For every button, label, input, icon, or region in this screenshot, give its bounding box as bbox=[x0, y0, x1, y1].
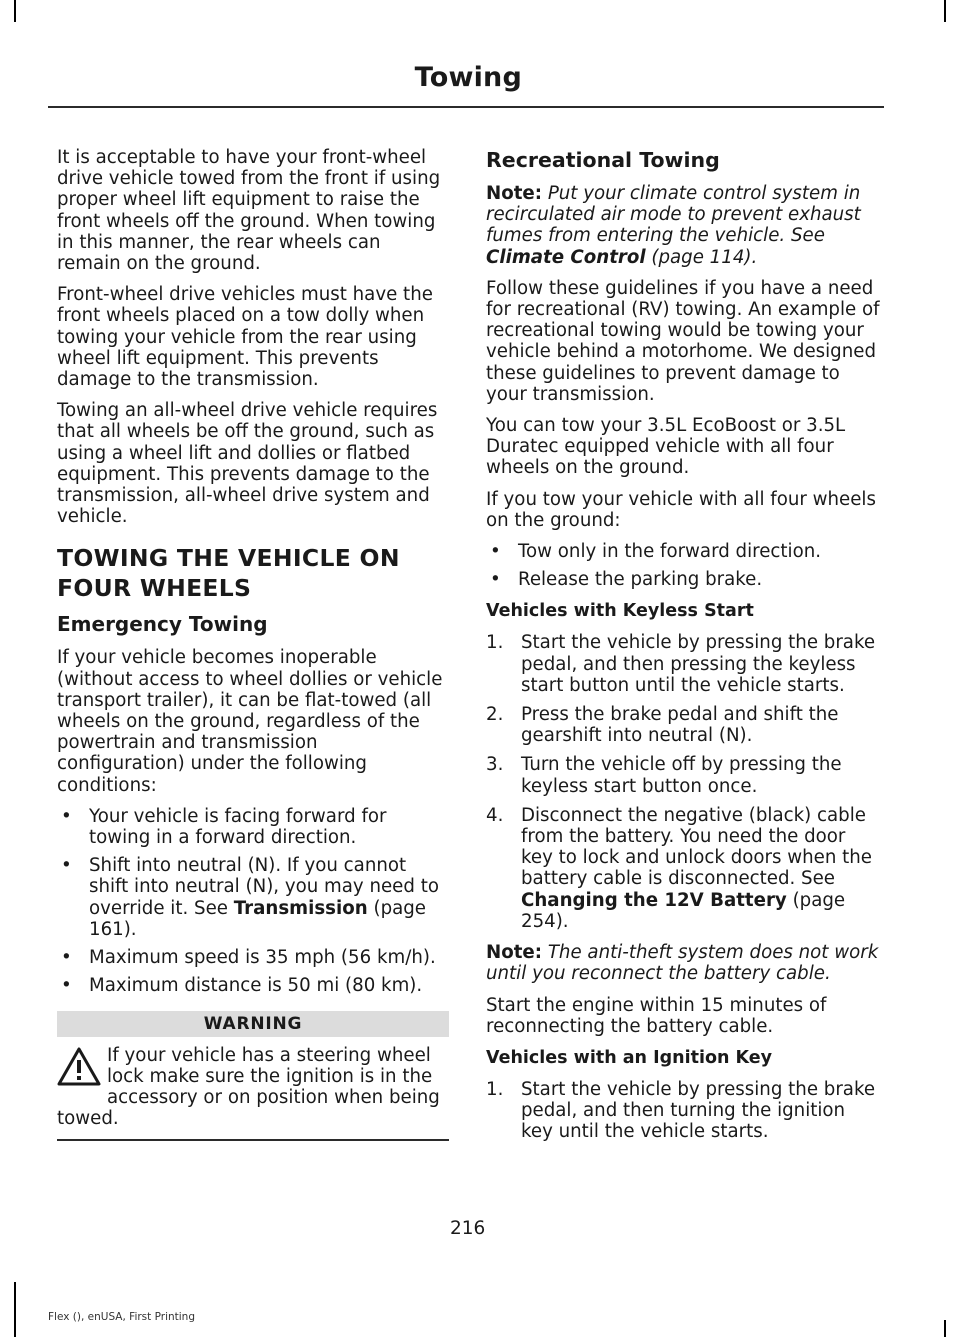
bullet-mark: • bbox=[61, 975, 72, 997]
step-text: Start the vehicle by pressing the brake pedal, and then turning the ignition key until the vehicle starts. bbox=[521, 1078, 876, 1143]
list-item bbox=[57, 806, 449, 848]
step-number: 2. bbox=[486, 704, 504, 726]
minor-heading: Vehicles with Keyless Start bbox=[486, 601, 754, 622]
ignition-steps bbox=[486, 1079, 882, 1143]
conditions-list bbox=[57, 806, 449, 997]
subsection-heading: Recreational Towing bbox=[486, 148, 720, 172]
step-item bbox=[486, 704, 882, 746]
minor-heading: Vehicles with an Ignition Key bbox=[486, 1047, 773, 1068]
list-item-text: Your vehicle is facing forward for towing in a forward direction. bbox=[89, 805, 387, 849]
warning-triangle-icon bbox=[57, 1047, 101, 1087]
step-number: 1. bbox=[486, 1078, 504, 1100]
crop-mark bbox=[14, 1282, 16, 1337]
paragraph: It is acceptable to have your front-wheel drive vehicle towed from the front if using proper wheel lift equipment to raise the front wheels off the ground. When towing in this manner, the rear wheels can remain on the ground. bbox=[57, 147, 441, 275]
list-item bbox=[486, 541, 882, 562]
bullet-mark: • bbox=[61, 805, 72, 827]
page-reference: (page 254). bbox=[521, 889, 846, 932]
list-item bbox=[57, 855, 449, 940]
note-label: Note: bbox=[486, 183, 543, 204]
crop-mark bbox=[14, 0, 16, 22]
cross-reference-link[interactable]: Transmission bbox=[233, 897, 368, 919]
step-text: Press the brake pedal and shift the gearshift into neutral (N). bbox=[521, 704, 839, 747]
list-item bbox=[57, 975, 449, 996]
step-text: Disconnect the negative (black) cable from the battery. You need the door key to lock and unlock doors when the battery cable is disconnected. See bbox=[521, 804, 872, 890]
cross-reference-link[interactable]: Climate Control bbox=[486, 246, 646, 268]
bullet-mark: • bbox=[61, 855, 72, 877]
subsection-heading: Emergency Towing bbox=[57, 612, 268, 637]
rv-towing-list bbox=[486, 541, 882, 590]
bullet-mark: • bbox=[490, 541, 501, 563]
list-item bbox=[486, 569, 882, 590]
footer-text: Flex (), enUSA, First Printing bbox=[48, 1311, 195, 1323]
warning-header: WARNING bbox=[57, 1011, 449, 1037]
warning-divider bbox=[57, 1139, 449, 1141]
section-heading-line-2: FOUR WHEELS bbox=[57, 574, 252, 603]
crop-mark bbox=[944, 1320, 946, 1337]
step-item bbox=[486, 805, 882, 932]
paragraph: You can tow your 3.5L EcoBoost or 3.5L Duratec equipped vehicle with all four wheels on the ground. bbox=[486, 415, 846, 479]
bullet-mark: • bbox=[61, 947, 72, 969]
list-item bbox=[57, 947, 449, 968]
paragraph: Start the engine within 15 minutes of reconnecting the battery cable. bbox=[486, 994, 827, 1037]
section-heading-line-1: TOWING THE VEHICLE ON bbox=[57, 544, 400, 573]
paragraph: If you tow your vehicle with all four wheels on the ground: bbox=[486, 488, 876, 531]
note-text: Put your climate control system in recirculated air mode to prevent exhaust fumes from entering the vehicle. See bbox=[486, 183, 861, 247]
note-label: Note: bbox=[486, 942, 543, 964]
note bbox=[486, 183, 882, 268]
page-reference: (page 114). bbox=[645, 246, 758, 268]
paragraph: If your vehicle becomes inoperable (without access to wheel dollies or vehicle transport trailer), it can be flat-towed (all wheels on the ground, regardless of the powertrain and transmission configuration) under the following conditions: bbox=[57, 647, 443, 796]
crop-mark bbox=[944, 0, 946, 22]
cross-reference-link[interactable]: Changing the 12V Battery bbox=[521, 889, 787, 911]
step-text: Turn the vehicle off by pressing the keyless start button once. bbox=[521, 754, 842, 797]
paragraph: Follow these guidelines if you have a need for recreational (RV) towing. An example of recreational towing would be towing your vehicle behind a motorhome. We designed these guidelines to prevent damage to your transmission. bbox=[486, 277, 880, 405]
step-item bbox=[486, 1079, 882, 1143]
paragraph: Front-wheel drive vehicles must have the front wheels placed on a tow dolly when towing your vehicle from the rear using wheel lift equipment. This prevents damage to the transmission. bbox=[57, 284, 433, 391]
warning-text: If your vehicle has a steering wheel lock make sure the ignition is in the accessory or on position when being towed. bbox=[57, 1044, 440, 1130]
note-text: The anti-theft system does not work until you reconnect the battery cable. bbox=[486, 942, 879, 985]
list-item-text: Maximum speed is 35 mph (56 km/h). bbox=[89, 947, 436, 969]
step-number: 4. bbox=[486, 804, 504, 826]
header-divider bbox=[48, 106, 884, 108]
step-item bbox=[486, 754, 882, 796]
step-number: 1. bbox=[486, 632, 504, 654]
section-heading bbox=[57, 543, 449, 603]
warning-box bbox=[57, 1045, 449, 1130]
step-item bbox=[486, 632, 882, 696]
step-number: 3. bbox=[486, 754, 504, 776]
paragraph: Towing an all-wheel drive vehicle requires that all wheels be off the ground, such as using a wheel lift and dollies or flatbed equipment. This prevents damage to the transmission, all-wheel drive system and vehicle. bbox=[57, 400, 438, 528]
list-item-text: Tow only in the forward direction. bbox=[518, 541, 822, 563]
left-column bbox=[57, 147, 449, 1141]
page-number: 216 bbox=[450, 1218, 486, 1239]
page-title: Towing bbox=[414, 62, 522, 93]
list-item-text: Maximum distance is 50 mi (80 km). bbox=[89, 975, 423, 997]
step-text: Start the vehicle by pressing the brake pedal, and then pressing the keyless start button until the vehicle starts. bbox=[521, 632, 876, 696]
note bbox=[486, 942, 882, 984]
list-item-text: Release the parking brake. bbox=[518, 569, 763, 591]
page-reference: (page 161). bbox=[89, 897, 426, 940]
bullet-mark: • bbox=[490, 569, 501, 591]
list-item-text: Shift into neutral (N). If you cannot shift into neutral (N), you may need to override it. See bbox=[89, 855, 439, 919]
keyless-steps bbox=[486, 632, 882, 932]
right-column bbox=[486, 147, 882, 1153]
